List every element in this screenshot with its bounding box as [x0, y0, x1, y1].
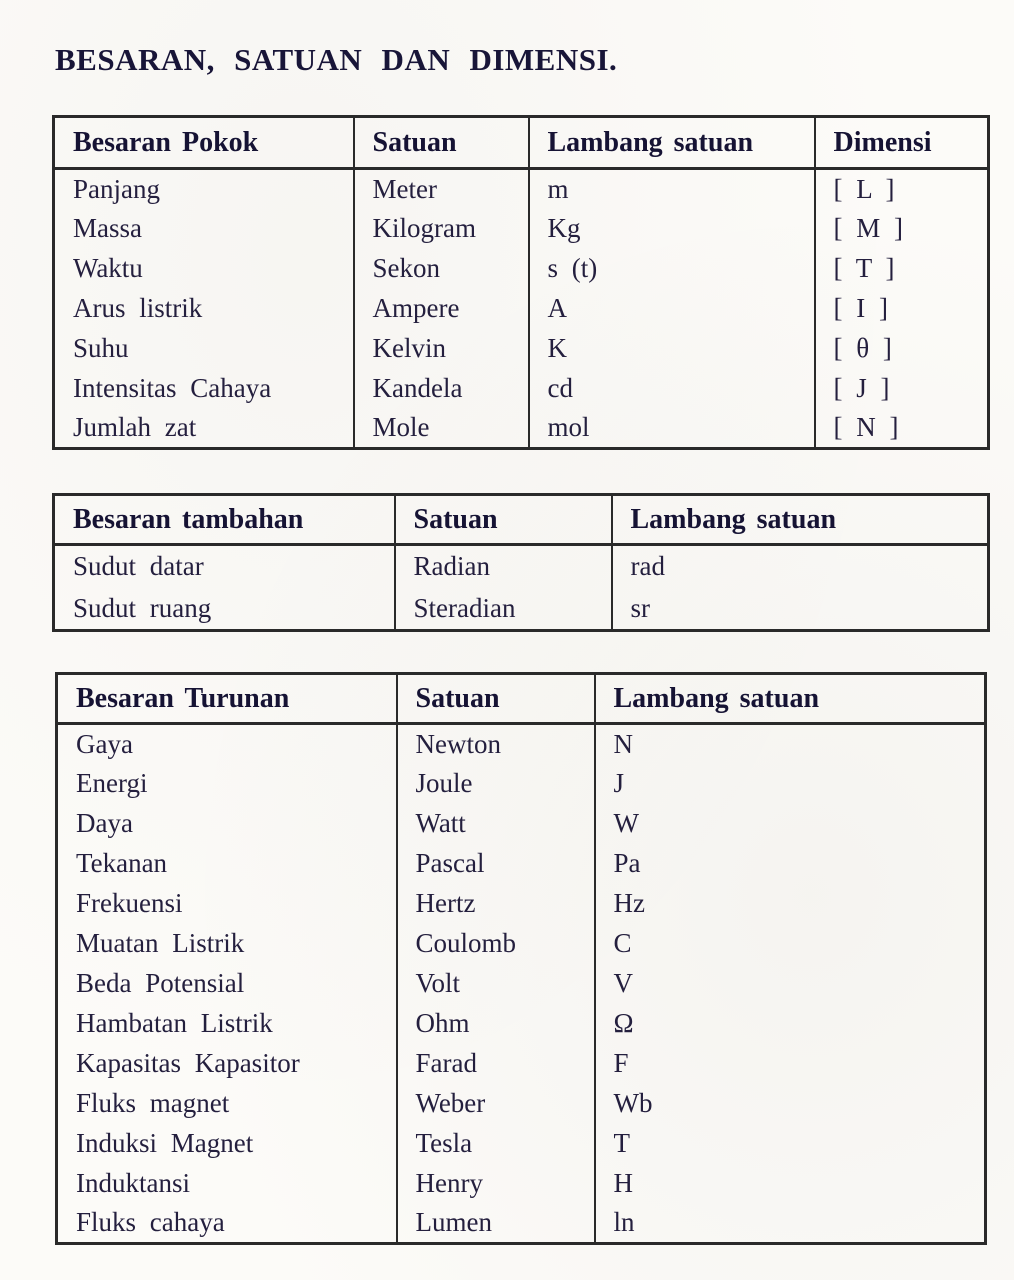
table-cell: Frekuensi: [76, 888, 183, 918]
table-cell: Ω: [595, 1004, 986, 1044]
table-cell: K: [529, 329, 815, 369]
table-row: [57, 964, 986, 1004]
column-header: Satuan: [395, 495, 612, 545]
table-cell: J: [595, 764, 986, 804]
table-cell: Watt: [397, 804, 595, 844]
table-cell: V: [595, 964, 986, 1004]
table-cell: Meter: [354, 169, 529, 209]
table-cell: Coulomb: [397, 924, 595, 964]
table-cell: Suhu: [73, 333, 129, 363]
table-cell: Pascal: [397, 844, 595, 884]
table-row: [54, 409, 989, 449]
table-cell: Fluks cahaya: [76, 1207, 225, 1238]
table-cell: Kg: [529, 209, 815, 249]
table-cell: Massa: [73, 213, 142, 243]
table-row: [57, 1044, 986, 1084]
table-cell: Radian: [395, 545, 612, 588]
table-row: [57, 1164, 986, 1204]
table-besaran-turunan: [55, 672, 987, 1245]
table-cell: Steradian: [395, 588, 612, 631]
table-row: [54, 249, 989, 289]
column-header: Lambang satuan: [529, 117, 815, 169]
table-cell: [ θ ]: [815, 329, 989, 369]
table-cell: Waktu: [73, 253, 143, 283]
table-cell: Wb: [595, 1084, 986, 1124]
table-row: [54, 169, 989, 209]
table-besaran-pokok: [52, 115, 990, 450]
table-cell: T: [595, 1124, 986, 1164]
table-cell: Fluks magnet: [76, 1088, 230, 1118]
table-cell: Muatan Listrik: [76, 928, 245, 958]
table-cell: [ I ]: [815, 289, 989, 329]
table-cell: N: [595, 724, 986, 764]
column-header: Besaran Turunan: [57, 674, 397, 724]
table-row: [57, 924, 986, 964]
table-row: [54, 329, 989, 369]
column-header: Besaran Pokok: [54, 117, 354, 169]
table-row: [57, 804, 986, 844]
column-header: Lambang satuan: [612, 495, 989, 545]
table-row: [54, 289, 989, 329]
table-cell: Tesla: [397, 1124, 595, 1164]
table-cell: Kelvin: [354, 329, 529, 369]
table-cell: Ohm: [397, 1004, 595, 1044]
table-cell: sr: [612, 588, 989, 631]
table-cell: Arus listrik: [73, 293, 203, 323]
table-cell: Hertz: [397, 884, 595, 924]
table-cell: [ L ]: [815, 169, 989, 209]
table-cell: Sudut ruang: [73, 592, 212, 623]
table-cell: Pa: [595, 844, 986, 884]
table-cell: mol: [529, 409, 815, 449]
table-cell: H: [595, 1164, 986, 1204]
table-cell: Energi: [76, 768, 148, 798]
table-cell: Kilogram: [354, 209, 529, 249]
table-cell: Farad: [397, 1044, 595, 1084]
table-row: [54, 588, 989, 631]
table-header-row: [54, 495, 989, 545]
table-row: [57, 884, 986, 924]
table-row: [57, 1124, 986, 1164]
column-header: Besaran tambahan: [54, 495, 395, 545]
table-header-row: [54, 117, 989, 169]
table-cell: Joule: [397, 764, 595, 804]
table-cell: m: [529, 169, 815, 209]
table-cell: Kapasitas Kapasitor: [76, 1048, 300, 1078]
table-cell: Weber: [397, 1084, 595, 1124]
table-cell: Sudut datar: [73, 551, 204, 582]
table-row: [57, 724, 986, 764]
table-cell: Hambatan Listrik: [76, 1008, 273, 1038]
table-cell: [ T ]: [815, 249, 989, 289]
table-row: [57, 764, 986, 804]
table-cell: Tekanan: [76, 848, 168, 878]
table-row: [54, 209, 989, 249]
table-cell: cd: [529, 369, 815, 409]
table-cell: Intensitas Cahaya: [73, 373, 272, 403]
table-header-row: [57, 674, 986, 724]
table-cell: Newton: [397, 724, 595, 764]
table-cell: Induktansi: [76, 1168, 190, 1198]
table-cell: Hz: [595, 884, 986, 924]
table-cell: A: [529, 289, 815, 329]
column-header: Dimensi: [815, 117, 989, 169]
table-cell: Sekon: [354, 249, 529, 289]
table-row: [57, 1084, 986, 1124]
table-cell: Jumlah zat: [73, 412, 197, 443]
table-cell: W: [595, 804, 986, 844]
table-cell: C: [595, 924, 986, 964]
column-header: Lambang satuan: [595, 674, 986, 724]
table-cell: F: [595, 1044, 986, 1084]
table-cell: Beda Potensial: [76, 968, 245, 998]
table-cell: Ampere: [354, 289, 529, 329]
table-cell: [ M ]: [815, 209, 989, 249]
table-cell: Kandela: [354, 369, 529, 409]
table-cell: [ N ]: [815, 409, 989, 449]
column-header: Satuan: [354, 117, 529, 169]
table-row: [57, 1004, 986, 1044]
table-cell: [ J ]: [815, 369, 989, 409]
page-title: BESARAN, SATUAN DAN DIMENSI.: [55, 42, 618, 77]
table-row: [57, 1204, 986, 1244]
table-cell: Induksi Magnet: [76, 1128, 254, 1158]
table-cell: s (t): [529, 249, 815, 289]
column-header: Satuan: [397, 674, 595, 724]
table-cell: Volt: [397, 964, 595, 1004]
table-cell: Panjang: [73, 173, 160, 204]
table-row: [54, 545, 989, 588]
table-row: [57, 844, 986, 884]
table-cell: rad: [612, 545, 989, 588]
table-row: [54, 369, 989, 409]
table-cell: Gaya: [76, 728, 133, 759]
table-cell: Mole: [354, 409, 529, 449]
table-besaran-tambahan: [52, 493, 990, 632]
table-cell: ln: [595, 1204, 986, 1244]
table-cell: Lumen: [397, 1204, 595, 1244]
table-cell: Henry: [397, 1164, 595, 1204]
table-cell: Daya: [76, 808, 133, 838]
